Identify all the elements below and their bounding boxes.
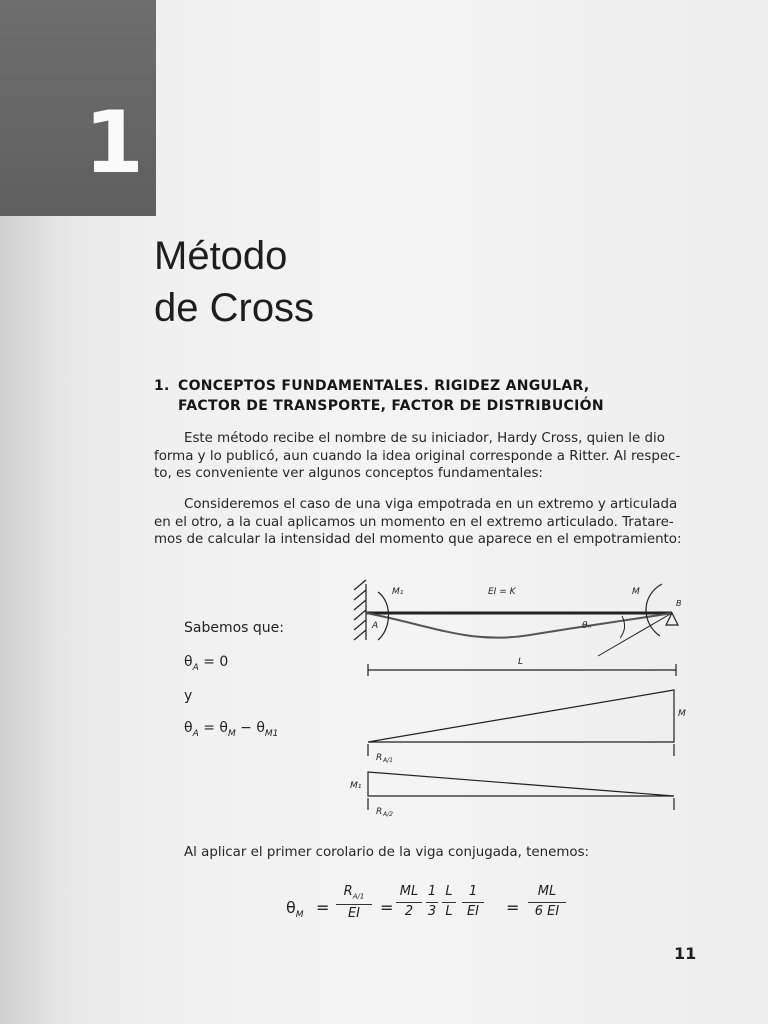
- denominator: L: [442, 902, 456, 919]
- conjunction: y: [184, 688, 193, 704]
- numerator: 1: [427, 884, 437, 899]
- label-b: B: [676, 599, 682, 608]
- chapter-title-line1: Método: [154, 234, 288, 278]
- label-ra2-sub: A/2: [383, 811, 393, 818]
- paragraph-line: Al aplicar el primer corolario de la viga conjugada, tenemos:: [184, 845, 590, 860]
- denominator: 3: [427, 904, 437, 919]
- subscript: M1: [264, 728, 279, 739]
- label-m1: M₁: [392, 587, 404, 597]
- fixed-support: [354, 580, 366, 640]
- equals-sign: =: [316, 898, 330, 917]
- fraction: [528, 884, 566, 919]
- paragraph-corollary: [184, 844, 724, 862]
- theta-symbol: θ: [184, 720, 193, 736]
- label-m: M: [632, 587, 640, 597]
- subscript: A/1: [352, 892, 365, 901]
- theta-arc: [620, 616, 625, 638]
- label-m1-left: M₁: [350, 781, 362, 791]
- numerator: ML: [537, 884, 557, 899]
- numerator: ML: [399, 884, 419, 899]
- sabemos-label: Sabemos que:: [184, 620, 285, 636]
- paragraph-line: Este método recibe el nombre de su iniciador, Hardy Cross, quien le dio: [184, 431, 665, 446]
- numerator: L: [445, 884, 453, 899]
- theta-symbol: θ: [184, 654, 193, 670]
- denominator: 6 EI: [528, 902, 566, 919]
- subscript: M: [227, 728, 236, 739]
- numerator: [344, 884, 365, 899]
- denominator: EI: [462, 902, 484, 919]
- equation-rhs: = 0: [203, 654, 229, 670]
- denominator: EI: [336, 904, 372, 921]
- fraction: [462, 884, 484, 919]
- section-heading-line2: FACTOR DE TRANSPORTE, FACTOR DE DISTRIBUCIÓN: [178, 398, 604, 414]
- equals-sign: =: [380, 898, 394, 917]
- pin-support: [666, 613, 678, 625]
- moment-diagram-1: [368, 690, 674, 742]
- numerator: 1: [468, 884, 478, 899]
- formula: [280, 880, 600, 930]
- label-ra1: R: [376, 753, 383, 763]
- subscript: M: [295, 910, 304, 921]
- subscript: A: [192, 662, 199, 673]
- fraction: [336, 884, 372, 921]
- label-length: L: [518, 657, 524, 667]
- denominator: 2: [396, 902, 422, 919]
- paragraph-line: en el otro, a la cual aplicamos un momento en el extremo articulado. Tratare-: [154, 514, 674, 530]
- label-m-right: M: [678, 709, 686, 719]
- paragraph-line: to, es conveniente ver algunos conceptos fundamentales:: [154, 466, 543, 481]
- page-number: 11: [674, 944, 697, 963]
- label-ei: EI = K: [488, 587, 516, 597]
- chapter-number: 1: [84, 93, 144, 193]
- chapter-title-line2: de Cross: [154, 286, 315, 330]
- label-a: A: [372, 621, 379, 631]
- paragraph-line: mos de calcular la intensidad del momento que aparece en el empotramiento:: [154, 532, 682, 547]
- moment-diagram-2: [368, 772, 674, 796]
- moment-arc-right: [646, 584, 662, 636]
- equation-part: = θ: [203, 720, 228, 736]
- equation-part: − θ: [235, 720, 265, 736]
- label-ra1-sub: A/1: [383, 757, 393, 764]
- paragraph-line: forma y lo publicó, aun cuando la idea original corresponde a Ritter. Al respec-: [154, 448, 681, 464]
- equals-sign: =: [506, 898, 520, 917]
- paragraph-line: Consideremos el caso de una viga empotrada en un extremo y articulada: [184, 497, 678, 512]
- label-theta: θₙ: [582, 621, 592, 631]
- fraction: [396, 884, 422, 919]
- deflected-shape: [366, 613, 672, 638]
- fraction: [442, 884, 456, 919]
- fraction: [426, 884, 438, 919]
- section-heading-line1: CONCEPTOS FUNDAMENTALES. RIGIDEZ ANGULAR,: [178, 378, 590, 394]
- num-text: R: [343, 884, 353, 899]
- section-number: 1.: [154, 378, 170, 394]
- subscript: A: [192, 728, 199, 739]
- label-ra2: R: [376, 807, 383, 817]
- theta-symbol: θ: [286, 898, 296, 917]
- formula-theta: [286, 898, 304, 920]
